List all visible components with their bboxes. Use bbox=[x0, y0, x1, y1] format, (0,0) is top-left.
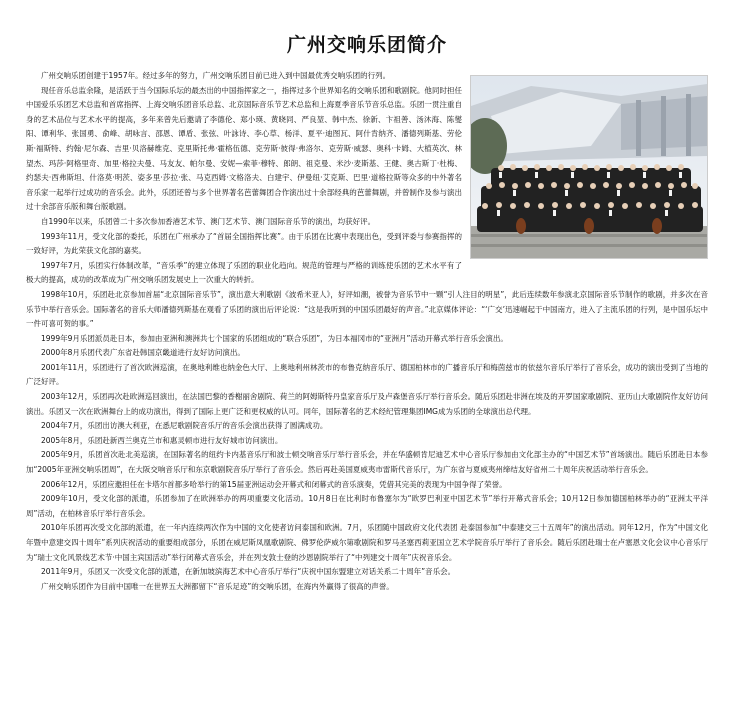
paragraph-2011: 2011年9月，乐团又一次受文化部的派遣，在新加坡滨海艺术中心音乐厅举行“庆祝中国东盟建立对话关系二十周年”音乐会。 bbox=[41, 567, 456, 577]
paragraph-2010: 2010年乐团再次受文化部的派遣，在一年内连续两次作为中国的文化使者访问泰国和欧洲。7月，乐团随中国政府文化代表团 赴泰国参加“中泰建交三十五周年”的演出活动。同年12月，作为“中国文化年暨中意建交四十周年”系列庆祝活动的重要组成部分，乐团在威尼斯凤凰歌剧院、佛罗伦萨威尔第歌剧院和罗马圣塞西莉亚国立艺术学院音乐厅举行了音乐会。随后乐团赴瑞士在卢塞恩文化会议中心音乐厅为“瑞士文化风景线艺术节·中国主宾国活动”举行闭幕式音乐会，并在列支敦士登的沙恩剧院举行了“中列建交十周年”庆祝音乐会。 bbox=[26, 523, 708, 562]
paragraph-1990: 自1990年以来，乐团曾二十多次参加香港艺术节、澳门艺术节、澳门国际音乐节的演出，均获好评。 bbox=[41, 216, 376, 226]
paragraph-1997: 1997年7月，乐团实行体制改革，“音乐季”的建立体现了乐团的职业化趋向。规范的管理与严格的训练使乐团的艺术水平有了极大的提高，成功的改革成为广州交响乐团发展史上一次重大的转折。 bbox=[26, 260, 462, 285]
document-body bbox=[26, 69, 708, 594]
paragraph-2009: 2009年10月，受文化部的派遣，乐团参加了在欧洲举办的两项重要文化活动。10月8日在比利时布鲁塞尔为“欧罗巴利亚中国艺术节”举行开幕式音乐会；10月12日参加德国柏林举办的“亚洲太平洋周”活动，在柏林音乐厅举行音乐会。 bbox=[26, 494, 708, 518]
paragraph-founding: 广州交响乐团创建于1957年。经过多年的努力，广州交响乐团目前已进入到中国最优秀交响乐团的行列。 bbox=[41, 71, 391, 80]
page-title: 广州交响乐团简介 bbox=[286, 34, 447, 56]
paragraph-2000: 2000年8月乐团代表广东省赴韩国京畿道进行友好访问演出。 bbox=[41, 348, 245, 358]
paragraph-1998: 1998年10月，乐团赴北京参加首届“北京国际音乐节”，演出意大利歌剧《波希米亚人》，好评如潮，被誉为音乐节中一颗“引人注目的明星”，此后连续数年参演北京国际音乐节制作的歌剧，并多次在音乐节中举行音乐会。国际著名的音乐大师潘德列斯基在观看了乐团的演出后评论说：“这是我听到的中国乐团最好的声音。”北京媒体评论：“‘广交’迅速崛起于中国南方，进入了主流乐团的行列，是中国乐坛中一件可喜可贺的事。” bbox=[26, 289, 708, 329]
paragraph-1999: 1999年9月乐团派员赴日本，参加由亚洲和澳洲共七个国家的乐团组成的“联合乐团”，为日本福冈市的“亚洲月”活动开幕式举行音乐会演出。 bbox=[41, 333, 508, 343]
paragraph-music-director: 现任音乐总监余隆，是活跃于当今国际乐坛的最杰出的中国指挥家之一，指挥过多个世界知名的交响乐团和歌剧院。他同时担任中国爱乐乐团艺术总监和首席指挥、上海交响乐团音乐总监、北京国际音乐节艺术总监和上海夏季音乐节音乐总监。乐团一贯注重自身的艺术品位与艺术水平的提高，多年来曾先后邀请了李德伦、郑小瑛、黄晓同、严良堃、韩中杰、徐新、卞祖善、汤沐海、陈燮阳、谭利华、张国勇、俞峰、胡咏言、邵恩、谭盾、张弦、叶詠诗、李心草、杨洋、夏平·迪图瓦、阿什肯纳齐、潘德列斯基、劳伦斯·福斯特、约翰·尼尔森、吉里·贝洛赫维克、克里斯托弗·霍格伍德、克劳斯·彼得·弗洛尔、克劳斯·威瑟、奥科·卡姆、大植英次、林望杰、玛莎·阿格里奇、加里·格拉夫曼、马友友、帕尔曼、安妮—索菲·穆特、郎朗、祖克曼、米沙·麦斯基、王健、奥古斯丁·杜梅、约瑟夫·西弗斯坦、什洛莫·明茨、姿多里·莎拉·张、马克西姆·文格洛夫、白建宇、伊曼纽·艾克斯、巴里·道格拉斯等众多的中外著名音乐家一起举行过成功的音乐会。此外，乐团还曾与多个世界著名芭蕾舞团合作演出过十余部经典的芭蕾舞剧，并曾制作及参与演出过十余部音乐版和舞台版歌剧。 bbox=[26, 85, 462, 212]
paragraph-1993: 1993年11月，受文化部的委托，乐团在广州承办了“首届全国指挥比赛”。由于乐团在比赛中表现出色，受到评委与参赛指挥的一致好评，为此荣获文化部的嘉奖。 bbox=[26, 231, 462, 256]
paragraph-2001: 2001年11月，乐团进行了首次欧洲巡演，在奥地利维也纳金色大厅、上奥地利州林茨市的布鲁克纳音乐厅、德国柏林市的广播音乐厅和梅茵兹市的依兹尔音乐厅举行了音乐会，成功的演出受到了当地的广泛好评。 bbox=[26, 362, 708, 387]
paragraph-2004: 2004年7月，乐团出访澳大利亚，在悉尼歌剧院音乐厅的音乐会演出获得了圆满成功。 bbox=[41, 421, 328, 431]
paragraph-closing: 广州交响乐团作为目前中国唯一在世界五大洲都留下“音乐足迹”的交响乐团，在海内外赢得了很高的声誉。 bbox=[41, 581, 394, 591]
paragraph-2005-aug: 2005年8月，乐团赴新西兰奥克兰市和惠灵顿市进行友好城市访问演出。 bbox=[41, 435, 283, 445]
paragraph-2005-sep: 2005年9月，乐团首次赴北美巡演，在国际著名的纽约卡内基音乐厅和波士顿交响音乐厅举行音乐会，并在华盛顿肯尼迪艺术中心音乐厅参加由文化部主办的“中国艺术节”首场演出。随后乐团赴日本参加“2005年亚洲交响乐团周”，在大阪交响音乐厅和东京歌剧院音乐厅举行了音乐会。然后再赴美国夏威夷市雷斯代音乐厅，为广东省与夏威夷州缔结友好省州二十周年庆祝活动举行音乐会。 bbox=[26, 450, 708, 475]
paragraph-2003: 2003年12月，乐团再次赴欧洲巡回演出，在法国巴黎的香榭丽舍剧院、荷兰的阿姆斯特丹皇家音乐厅及卢森堡音乐厅举行音乐会。随后乐团赴非洲在埃及的开罗国家歌剧院、亚历山大歌剧院作友好访问演出。乐团又一次在欧洲舞台上的成功演出，得到了国际上更广泛和更权威的认可。同年，国际著名的艺术经纪管理集团IMG成为乐团的全球演出总代理。 bbox=[26, 392, 708, 416]
orchestra-photo bbox=[470, 75, 708, 259]
paragraph-2006: 2006年12月，乐团应邀担任在卡塔尔首都多哈举行的第15届亚洲运动会开幕式和闭幕式的音乐演奏，凭借其完美的表现为中国争得了荣誉。 bbox=[41, 479, 507, 489]
